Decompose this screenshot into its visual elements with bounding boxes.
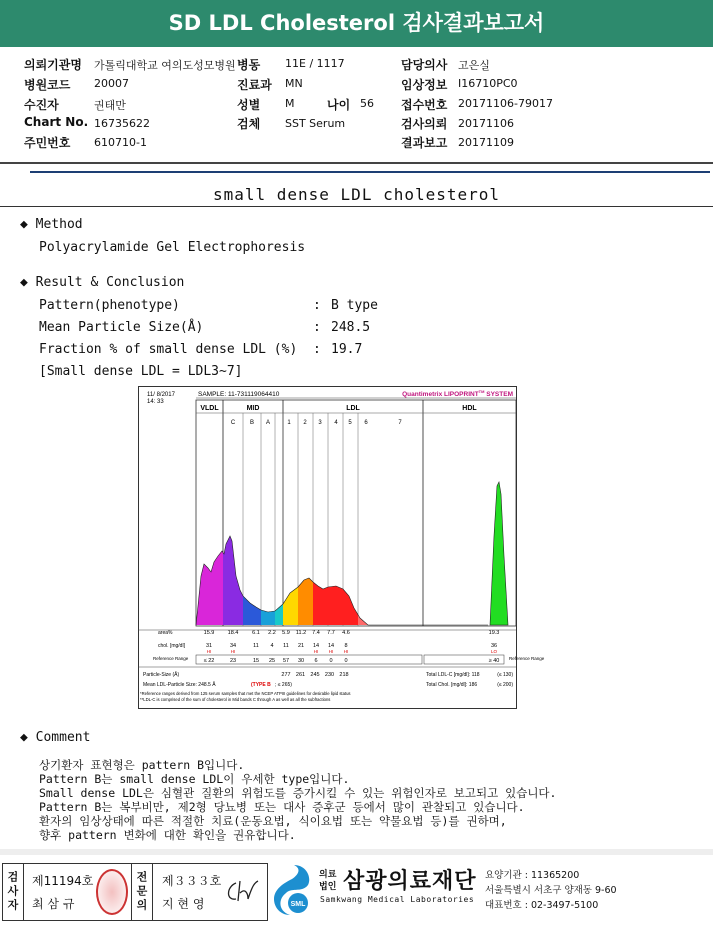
specialist-label: 전문의: [131, 863, 153, 921]
diamond-icon: ◆: [20, 217, 28, 232]
chart-particle-value: 218: [339, 672, 349, 678]
examiner-name: 최 삼 규: [32, 897, 75, 911]
label-requester: 의뢰기관명: [24, 58, 82, 72]
sml-logo-icon: [272, 863, 316, 917]
chart-brand: Quantimetrix LIPOPRINT™ SYSTEM: [402, 389, 513, 398]
chart-footnote: **LDL-C is comprised of the sum of cholesterol in Mid bands C through A as well as all the subfractions: [140, 697, 331, 702]
result-colon: :: [313, 342, 321, 357]
result-label-size: Mean Particle Size(Å): [39, 320, 204, 335]
chart-total-ldl: Total LDL-C [mg/dl]: 118: [426, 672, 480, 678]
result-colon: :: [313, 298, 321, 313]
footer: [0, 855, 713, 929]
label-resident-no: 주민번호: [24, 136, 71, 150]
label-clinical-info: 임상정보: [401, 78, 448, 92]
value-report-date: 20171109: [458, 136, 514, 149]
value-receipt-no: 20171106-79017: [458, 97, 553, 110]
diamond-icon: ◆: [20, 275, 28, 290]
chart-chol-value: 31: [205, 643, 213, 649]
chart-chol-value: 11: [283, 643, 289, 649]
comment-line: 상기환자 표현형은 pattern B입니다.: [39, 758, 245, 772]
label-doctor: 담당의사: [401, 58, 448, 72]
org-small2: 법인: [319, 882, 337, 892]
chart-row-label-ref: Reference Range: [153, 656, 189, 661]
report-title: SD LDL Cholesterol 검사결과보고서: [0, 0, 713, 47]
value-department: MN: [285, 77, 303, 90]
label-hospital-code: 병원코드: [24, 78, 71, 92]
chart-area-value: 5.9: [282, 630, 290, 636]
label-request-date: 검사의뢰: [401, 117, 448, 131]
chart-area-value: 11.2: [295, 630, 307, 636]
chart-group-label: MID: [246, 405, 260, 412]
chart-band-label: 2: [303, 420, 307, 426]
org-phone: 대표번호 : 02-3497-5100: [485, 900, 599, 911]
chart-chol-value: 34: [229, 643, 237, 649]
result-note: [Small dense LDL = LDL3~7]: [39, 364, 243, 379]
chart-ref-value: 23: [229, 658, 237, 664]
value-chart-no: 16735622: [94, 117, 150, 130]
comment-heading-text: Comment: [35, 730, 91, 745]
org-name: 삼광의료재단: [343, 869, 477, 894]
value-hospital-code: 20007: [94, 77, 129, 90]
chart-particle-label: Particle-Size (Å): [143, 672, 180, 678]
result-value-pattern: B type: [331, 298, 378, 313]
chart-chol-value: 14: [327, 643, 335, 649]
chart-area-value: 15.9: [203, 630, 215, 636]
result-value-fraction: 19.7: [331, 342, 363, 357]
comment-line: Pattern B는 복부비만, 제2형 당뇨병 또는 대사 증후군 등에서 많이 관찰되고 있습니다.: [39, 800, 525, 814]
chart-date: 11/ 8/2017: [147, 392, 175, 398]
chart-ref-value: 25: [268, 658, 276, 664]
result-heading: [20, 275, 184, 290]
chart-total-chol: Total Chol. [mg/dl]: 186: [426, 682, 478, 688]
chart-group-label: HDL: [462, 405, 477, 412]
chart-flag: HI: [343, 649, 349, 654]
chart-ref-value: ≥ 40: [488, 658, 500, 664]
chart-ref-value: 15: [252, 658, 260, 664]
chart-area-value: 7.4: [312, 630, 320, 636]
chart-flag: HI: [328, 649, 334, 654]
chart-chol-value: 14: [312, 643, 320, 649]
chart-band-label: C: [230, 420, 236, 426]
value-doctor: 고은실: [458, 59, 490, 72]
chart-band-label: 6: [364, 420, 368, 426]
chart-band-area: [313, 582, 328, 625]
label-age: 나이: [327, 98, 351, 112]
chart-band-label: 3: [318, 420, 322, 426]
chart-flag: HI: [206, 649, 212, 654]
result-heading-text: Result & Conclusion: [35, 275, 185, 290]
chart-group-label: LDL: [346, 405, 360, 412]
chart-type-label: (TYPE B: [251, 682, 271, 688]
value-ward: 11E / 1117: [285, 57, 345, 70]
chart-area-value: 2.2: [268, 630, 276, 636]
chart-ref-label-hdl: Reference Range: [509, 656, 545, 661]
chart-area-value: 6.1: [252, 630, 260, 636]
comment-line: 향후 pattern 변화에 대한 확인을 권유합니다.: [39, 828, 296, 842]
chart-ref-value: 0: [329, 658, 333, 664]
result-label-pattern: Pattern(phenotype): [39, 298, 180, 313]
diamond-icon: ◆: [20, 730, 28, 745]
result-value-size: 248.5: [331, 320, 371, 335]
chart-particle-value: 261: [295, 672, 306, 678]
result-colon: :: [313, 320, 321, 335]
section-title: small dense LDL cholesterol: [212, 185, 501, 204]
chart-area-value: 4.6: [342, 630, 350, 636]
chart-particle-value: 277: [281, 672, 291, 678]
chart-total-chol-ref: (≤ 200): [497, 682, 513, 688]
chart-chol-value: 11: [253, 643, 259, 649]
chart-band-label: A: [265, 420, 271, 426]
comment-heading: [20, 730, 90, 745]
comment-line: Pattern B는 small dense LDL이 우세한 type입니다.: [39, 772, 350, 786]
patient-info: [0, 47, 713, 164]
chart-area-value: 18.4: [227, 630, 239, 636]
specialist-name: 지 현 영: [162, 897, 205, 911]
org-address: 서울특별시 서초구 양재동 9-60: [485, 885, 617, 896]
method-heading: [20, 217, 83, 232]
comment-line: Small dense LDL은 심혈관 질환의 위험도를 증가시킬 수 있는 위험인자로 보고되고 있습니다.: [39, 786, 557, 800]
chart-flag: HI: [313, 649, 319, 654]
method-heading-text: Method: [35, 217, 83, 232]
chart-particle-value: 245: [310, 672, 320, 678]
chart-chol-value: 36: [490, 643, 498, 649]
chart-particle-value: 230: [324, 672, 335, 678]
label-patient: 수진자: [24, 98, 59, 112]
chart-ref-value: 6: [314, 658, 318, 664]
label-report-date: 결과보고: [401, 136, 448, 150]
examiner-no: 제11194호: [32, 874, 94, 888]
chart-total-ldl-ref: (≤ 130): [497, 672, 513, 678]
value-specimen: SST Serum: [285, 117, 346, 130]
specialist-no: 제３３３호: [162, 874, 222, 888]
value-patient: 권태만: [94, 99, 126, 112]
section-rule-top: [30, 171, 710, 173]
logo-text: SML: [290, 901, 306, 908]
org-english: Samkwang Medical Laboratories: [320, 895, 475, 904]
label-chart-no: Chart No.: [24, 115, 89, 129]
chart-chol-value: 4: [270, 643, 274, 649]
chart-band-label: B: [249, 420, 255, 426]
chart-mean-size: Mean LDL-Particle Size: 248.5 Å: [143, 682, 216, 688]
chart-time: 14: 33: [147, 399, 164, 405]
chart-band-label: 5: [348, 420, 352, 426]
examiner-seal-icon: [96, 869, 128, 915]
chart-band-label: 1: [287, 420, 291, 426]
label-ward: 병동: [237, 58, 261, 72]
chart-band-area: [328, 586, 343, 625]
chart-ref-value: 0: [344, 658, 348, 664]
value-requester: 가톨릭대학교 여의도성모병원: [94, 59, 236, 72]
chart-ref-value: 30: [297, 658, 305, 664]
chart-chol-value: 21: [297, 643, 305, 649]
signature-icon: [222, 877, 262, 907]
chart-flag: HI: [230, 649, 236, 654]
chart-band-label: 7: [398, 420, 402, 426]
chart-ref-value: 57: [282, 658, 290, 664]
org-small1: 의료: [319, 870, 337, 880]
method-text: Polyacrylamide Gel Electrophoresis: [39, 240, 306, 255]
value-clinical-info: I16710PC0: [458, 77, 518, 90]
label-department: 진료과: [237, 78, 272, 92]
result-label-fraction: Fraction % of small dense LDL (%): [39, 342, 298, 357]
lipoprint-chart: [138, 386, 545, 709]
chart-chol-value: 8: [344, 643, 348, 649]
chart-band-label: 4: [334, 420, 338, 426]
chart-ref-value: ≤ 22: [203, 658, 215, 664]
label-receipt-no: 접수번호: [401, 98, 448, 112]
value-resident-no: 610710-1: [94, 136, 147, 149]
examiner-label: 검사자: [2, 863, 24, 921]
value-age: 56: [360, 97, 374, 110]
chart-row-label-area: area%: [158, 630, 173, 636]
comment-line: 환자의 임상상태에 따른 적절한 치료(운동요법, 식이요법 또는 약물요법 등)를 권하며,: [39, 814, 507, 828]
chart-area-value: 7.7: [327, 630, 335, 636]
chart-group-label: VLDL: [200, 405, 219, 412]
chart-area-value: 19.3: [488, 630, 500, 636]
chart-sample: SAMPLE: 11-731119064410: [198, 391, 280, 398]
chart-band-area: [298, 578, 313, 625]
value-request-date: 20171106: [458, 117, 514, 130]
chart-row-label-chol: chol. [mg/dl]: [158, 643, 185, 649]
label-specimen: 검체: [237, 117, 261, 131]
chart-footnote: *Reference ranges derived from 125 serum samples that met the NCEP ATPIII guidelines for desirable lipid status: [140, 691, 351, 696]
value-sex: M: [285, 97, 295, 110]
chart-type-tail: ; ≤ 265): [275, 682, 292, 688]
org-code: 요양기관 : 11365200: [485, 870, 580, 881]
label-sex: 성별: [237, 98, 261, 112]
section-rule-bottom: [0, 206, 713, 207]
chart-flag: LO: [490, 649, 498, 654]
